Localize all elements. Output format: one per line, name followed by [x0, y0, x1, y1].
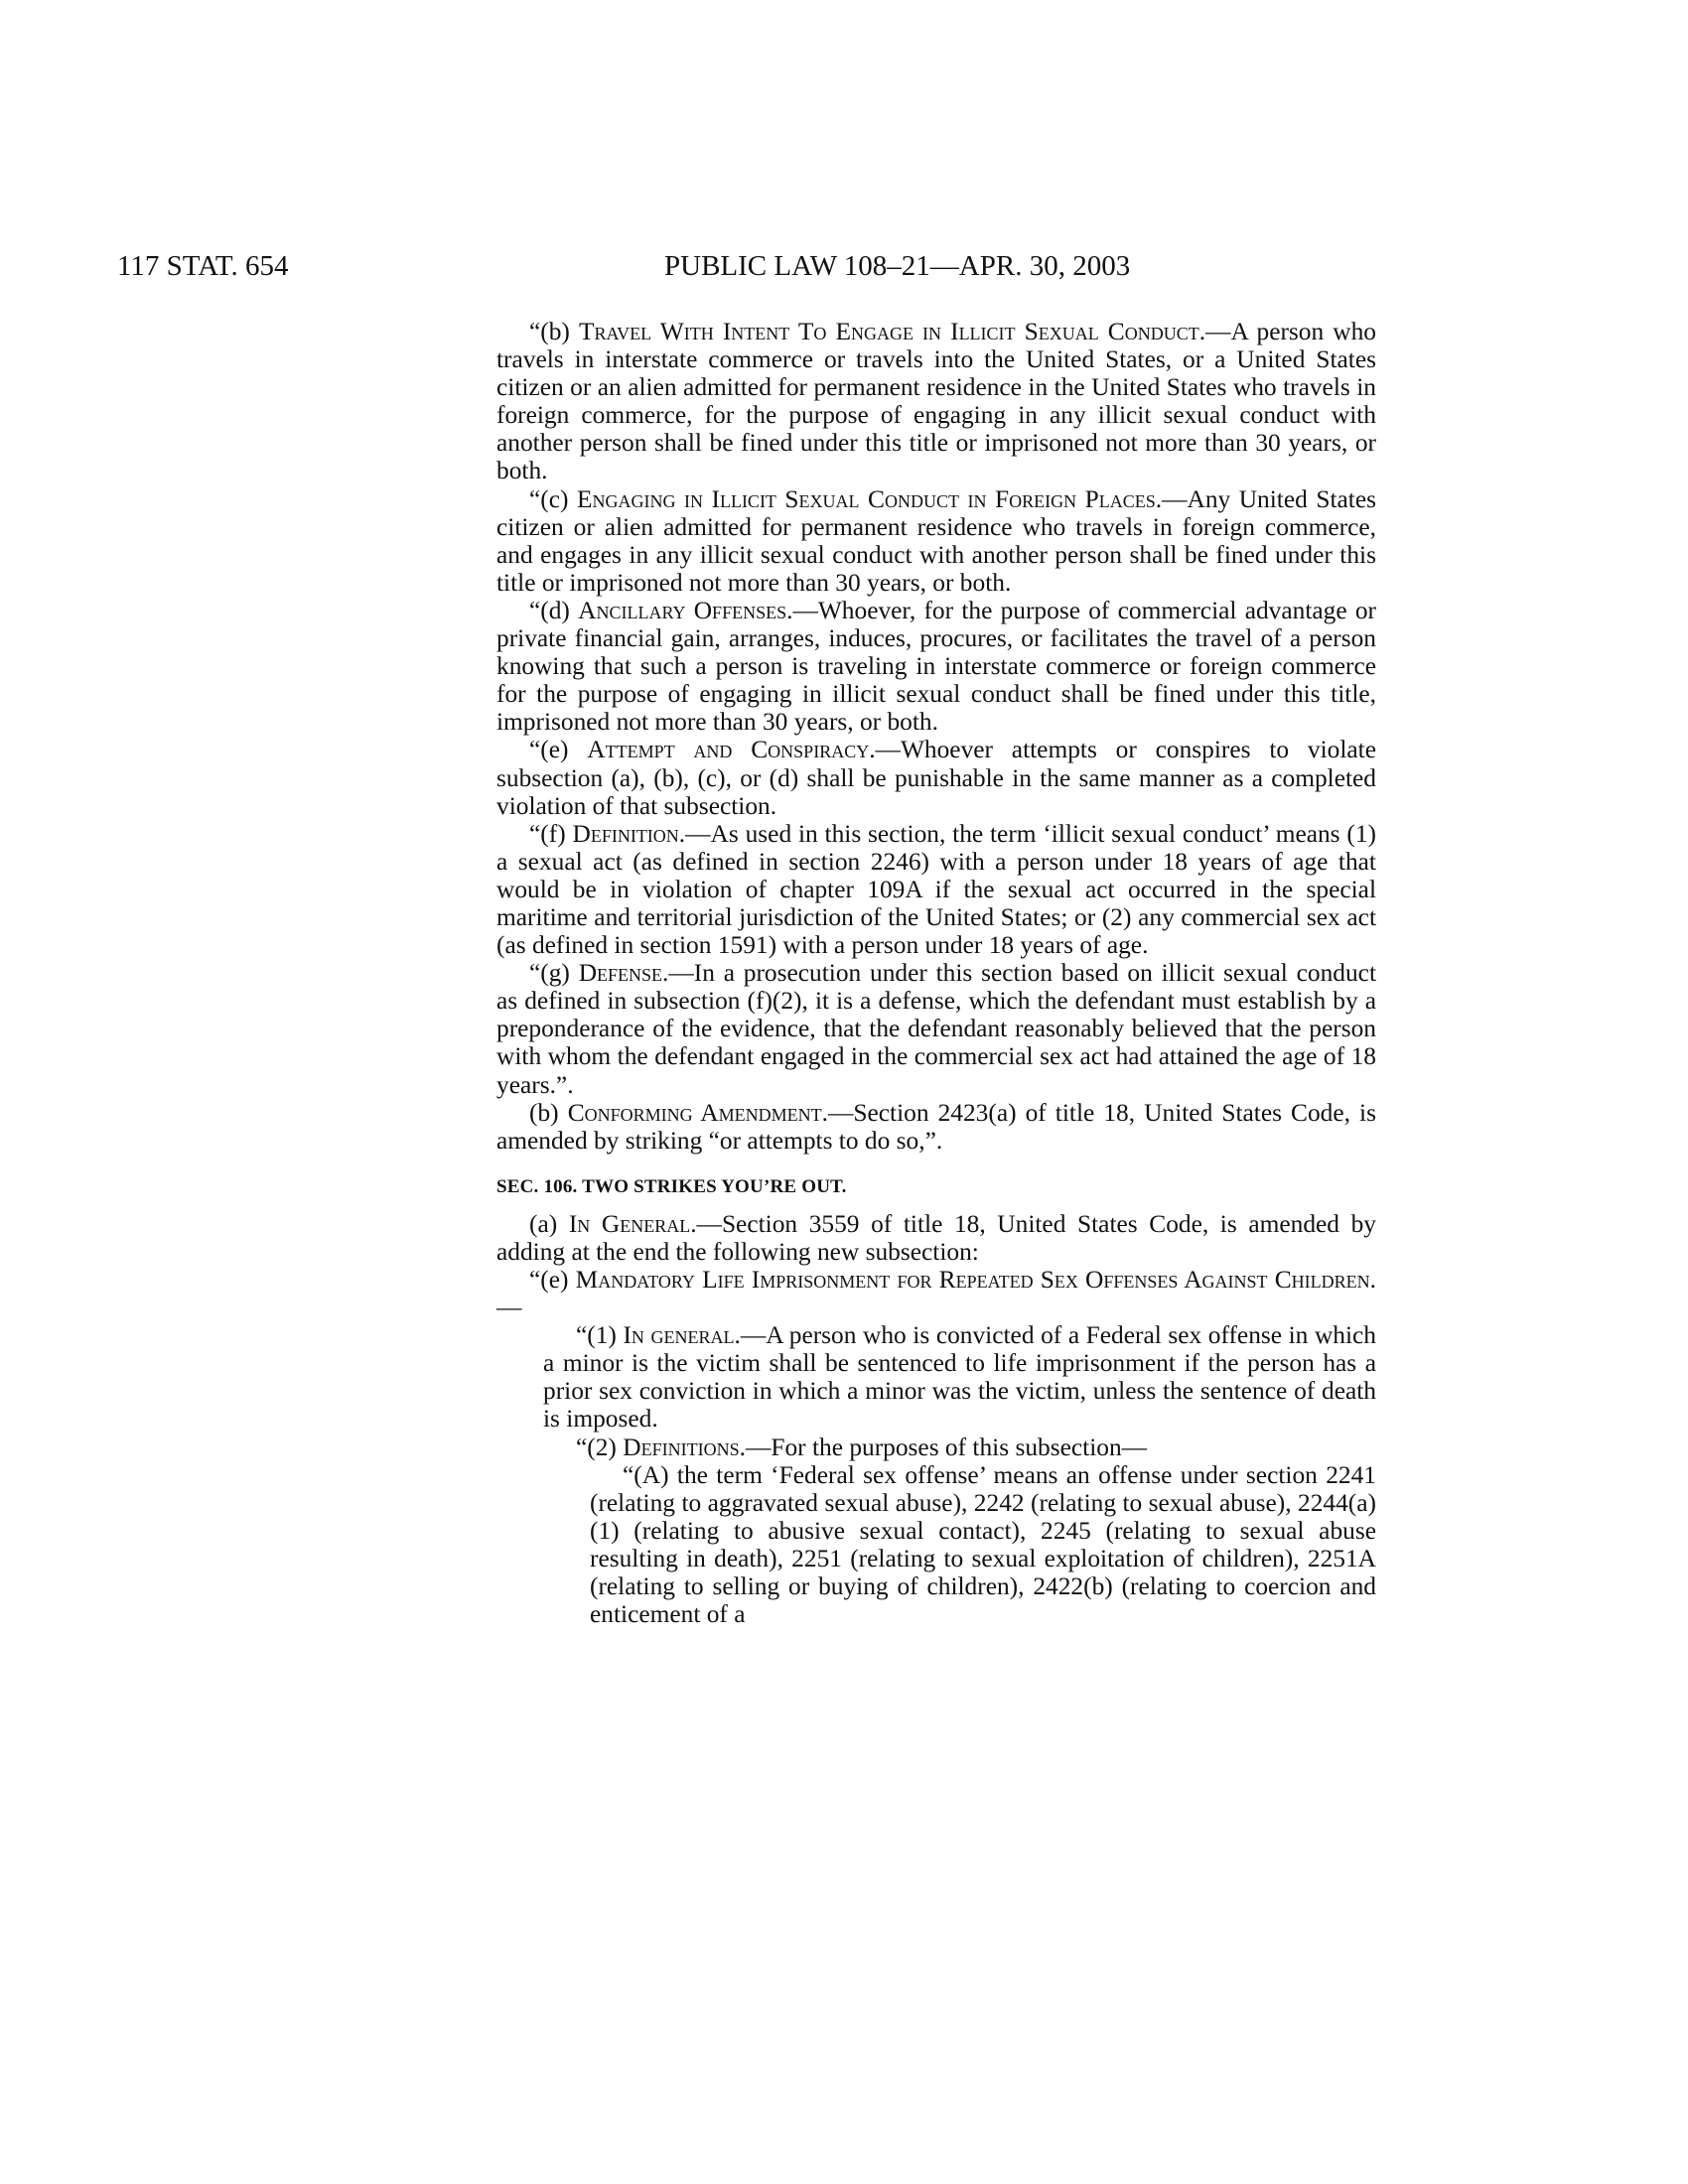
mandatory-life-imprisonment: “(e) Mandatory Life Imprisonment for Repeated Sex Offenses Against Children.— — [496, 1266, 1376, 1322]
document-body — [496, 318, 1376, 1628]
subsection-f-definition: “(f) Definition.—As used in this section, the term ‘illicit sexual conduct’ means (1) a sexual act (as defined in section 2246) with a person under 18 years of age that would be in violation of chapter 109A if the sexual act occurred in the special maritime and territorial jurisdiction of the United States; or (2) any commercial sex act (as defined in section 1591) with a person under 18 years of age. — [496, 819, 1376, 960]
subsection-heading: Attempt and Conspiracy. — [587, 736, 876, 764]
subsection-heading: In general. — [623, 1321, 741, 1350]
subsection-c-foreign-places: “(c) Engaging in Illicit Sexual Conduct in Foreign Places.—Any United States citizen or alien admitted for permanent residence who travels in foreign commerce, and engages in any illicit sexual conduct with another person shall be fined under this title or imprisoned not more than 30 years, or both. — [496, 484, 1376, 597]
paragraph-2-definitions: “(2) Definitions.—For the purposes of this subsection— — [576, 1433, 1148, 1461]
section-106-heading: SEC. 106. TWO STRIKES YOU’RE OUT. — [496, 1175, 847, 1197]
subsection-d-ancillary-offenses: “(d) Ancillary Offenses.—Whoever, for the purpose of commercial advantage or private financial gain, arranges, induces, procures, or facilitates the travel of a person knowing that such a person is traveling in interstate commerce or foreign commerce for the purpose of engaging in illicit sexual conduct shall be fined under this title, imprisoned not more than 30 years, or both. — [496, 596, 1377, 737]
subsection-heading: Conforming Amendment. — [567, 1098, 828, 1127]
subsection-e-attempt-conspiracy: “(e) Attempt and Conspiracy.—Whoever attempts or conspires to violate subsection (a), (b), (c), or (d) shall be punishable in the same manner as a completed violation of that subsection. — [496, 736, 1376, 820]
subsection-heading: Ancillary Offenses. — [578, 596, 793, 624]
subsection-b-travel-intent: “(b) Travel With Intent To Engage in Illicit Sexual Conduct.—A person who travels in interstate commerce or travels into the United States, or a United States citizen or an alien admitted for permanent residence in the United States who travels in foreign commerce, for the purpose of engaging in any illicit sexual conduct with another person shall be fined under this title or imprisoned not more than 30 years, or both. — [496, 318, 1376, 485]
subsection-heading: Definitions. — [623, 1433, 746, 1461]
conforming-amendment: (b) Conforming Amendment.—Section 2423(a) of title 18, United States Code, is amended by striking “or attempts to do so,”. — [496, 1098, 1376, 1155]
subparagraph-a-federal-sex-offense: “(A) the term ‘Federal sex offense’ means an offense under section 2241 (relating to aggravated sexual abuse), 2242 (relating to sexual abuse), 2244(a)(1) (relating to abusive sexual contact), 2245 (relating to sexual abuse resulting in death), 2251 (relating to sexual exploitation of children), 2251A (relating to selling or buying of children), 2422(b) (relating to coercion and enticement of a — [590, 1460, 1376, 1629]
subsection-heading: Definition. — [572, 819, 686, 848]
public-law-title: PUBLIC LAW 108–21—APR. 30, 2003 — [664, 250, 1131, 282]
section-106-in-general: (a) In General.—Section 3559 of title 18, United States Code, is amended by adding at the end the following new subsection: — [496, 1209, 1376, 1266]
statute-page-number: 117 STAT. 654 — [117, 250, 289, 282]
subsection-heading: Travel With Intent To Engage in Illicit Sexual Conduct. — [578, 318, 1206, 345]
page-header — [117, 246, 1209, 286]
subsection-heading: In General. — [568, 1209, 697, 1238]
paragraph-1-in-general: “(1) In general.—A person who is convicted of a Federal sex offense in which a minor is the victim shall be sentenced to life imprisonment if the person has a prior sex conviction in which a minor was the victim, unless the sentence of death is imposed. — [543, 1321, 1376, 1433]
subsection-heading: Engaging in Illicit Sexual Conduct in Foreign Places. — [576, 484, 1163, 513]
subsection-heading: Defense. — [578, 959, 669, 988]
subsection-g-defense: “(g) Defense.—In a prosecution under this section based on illicit sexual conduct as defined in subsection (f)(2), it is a defense, which the defendant must establish by a preponderance of the evidence, that the defendant reasonably believed that the person with whom the defendant engaged in the commercial sex act had attained the age of 18 years.”. — [496, 959, 1376, 1099]
subsection-heading: Mandatory Life Imprisonment for Repeated Sex Offenses Against Children. — [575, 1266, 1376, 1294]
